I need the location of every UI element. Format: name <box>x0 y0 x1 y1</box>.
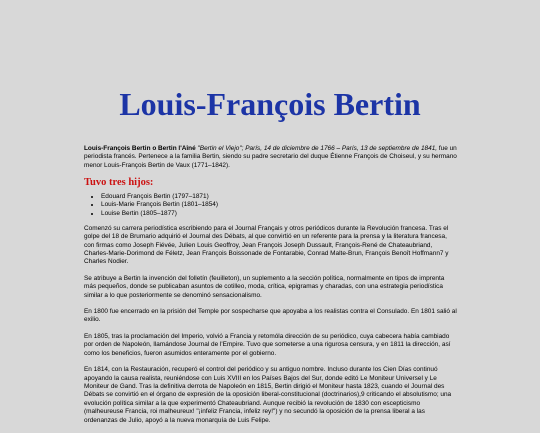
intro-dates: "Bertin el Viejo"; París, 14 de diciembre de 1766 – París, 13 de septiembre de 1841, <box>197 145 438 152</box>
paragraph-feuilleton: Se atribuye a Bertin la invención del folletín (feuilleton), un suplemento a la sección política, normalmente en tipos de imprenta más pequeños, donde se publicaban asuntos de cotilleo, moda, crítica, epigramas y charadas, con una estrategia periodística similar a lo que posteriormente se denominó sensacionalismo. <box>84 274 445 299</box>
list-item: • Louise Bertin (1805–1877) <box>101 210 458 218</box>
paragraph-career: Comenzó su carrera periodística escribiendo para el Journal Français y otros periódicos durante la Revolución francesa. Tras el golpe del 18 de Brumario adquirió el Journal des Débats, al que convirtió en un referente para la prensa y la literatura francesa, con firmas como Joseph Fiévée, Julien Louis Geoffroy, Jean François Joseph Dussault, François-René de Chateaubriand, Charles-Marie-Dorimond de Féletz, Jean François Boissonade de Fontarabie, Conrad Malte-Brun, François Benoît Hoffmann7 y Charles Nodier. <box>84 224 449 266</box>
list-item: • Edouard François Bertin (1797–1871) <box>101 193 458 201</box>
paragraph-empire: En 1805, tras la proclamación del Imperio, volvió a Francia y retomóla dirección de su periódico, cuya cabecera había cambiado por orden de Napoleón, llamándose Journal de l'Empire. Tuvo que someterse a una rigurosa censura, y en 1811 la dirección, así como los beneficios, fueron asumidos enteramente por el gobierno. <box>84 332 451 357</box>
children-heading: Tuvo tres hijos: <box>84 177 154 189</box>
intro-name: Louis-François Bertin o Bertin l'Aîné <box>84 145 196 152</box>
children-list <box>84 193 458 218</box>
page-title: Louis-François Bertin <box>119 86 421 122</box>
list-item: • Louis-Marie François Bertin (1801–1854) <box>101 201 458 209</box>
intro-paragraph <box>84 145 458 170</box>
intro-text: fue un periodista francés. Pertenece a la familia Bertin, siendo su padre secretario del duque Étienne François de Choiseul, y su hermano menor Louis-François Bertin de Vaux (1771–1842). <box>84 145 457 169</box>
article-body <box>84 145 458 433</box>
paragraph-prison: En 1800 fue encerrado en la prisión del Temple por sospecharse que apoyaba a los realistas contra el Consulado. En 1801 salió al exilio. <box>84 308 457 324</box>
paragraph-restoration: En 1814, con la Restauración, recuperó el control del periódico y su antiguo nombre. Incluso durante los Cien Días continuó apoyando la causa realista, reuniéndose con Luis XVIII en los Países Bajos del Sur, donde editó Le Moniteur Universel y Le Moniteur de Gand. Tras la definitiva derrota de Napoleón en 1815, Bertin dirigió el Moniteur hasta 1823, cuando el Journal des Débats se convirtió en el órgano de expresión de la oposición liberal-constitucional (doctrinarios),9 criticando el absolutismo; una evolución política similar a la que experimentó Chateaubriand. Aunque recibió la revolución de 1830 con escepticismo (malheureuse Francia, roi malheureux! "¡infeliz Francia, infeliz rey!") y no secundó la oposición de la prensa liberal a las ordenanzas de Julio, apoyó a la nueva monarquía de Luis Felipe. <box>84 366 452 424</box>
